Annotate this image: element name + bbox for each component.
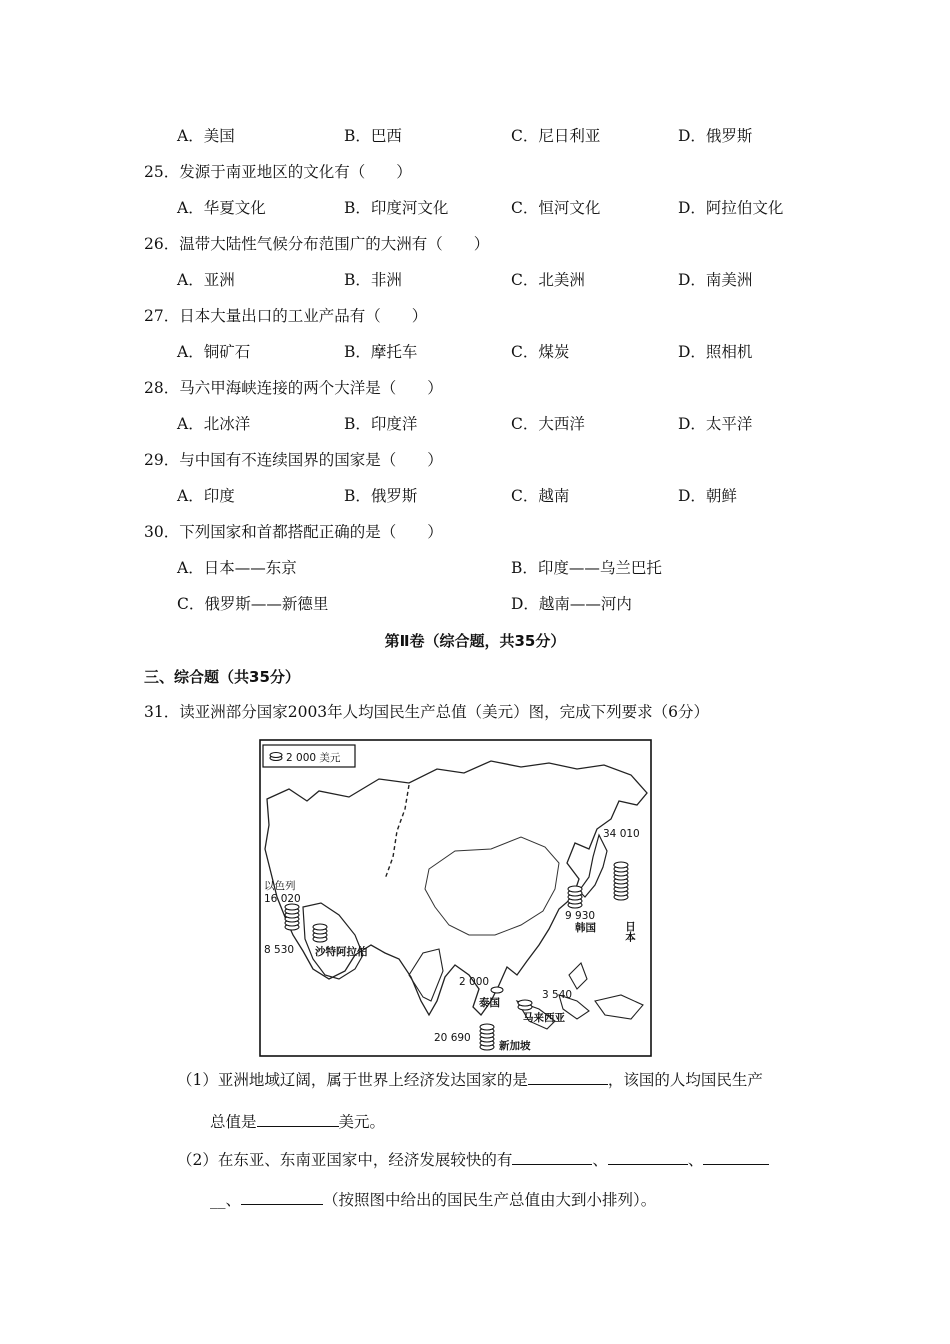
q27-option-a: A．铜矿石 [177,343,251,361]
q31-sub2-blank-3[interactable] [703,1148,769,1165]
q31-sub2-line2 [210,1188,656,1211]
saudi-value: 8 530 [264,944,295,956]
thailand-name: 泰国 [479,997,500,1009]
q31-sub1-blank-country[interactable] [528,1068,608,1085]
q30-option-c: C．俄罗斯——新德里 [177,595,329,613]
q29-option-c: C．越南 [511,487,570,505]
singapore-value: 20 690 [434,1032,471,1044]
q28-option-d: D．太平洋 [678,415,753,433]
q25-stem: 25．发源于南亚地区的文化有（ ） [144,163,412,181]
q31-sub2-sep-1: 、 [592,1151,608,1169]
saudi-coin-stack [313,924,327,942]
malaysia-name: 马来西亚 [523,1012,565,1024]
q31-sub1-text-c: 总值是 [210,1113,257,1131]
q26-stem: 26．温带大陆性气候分布范围广的大洲有（ ） [144,235,490,253]
asia-gnp-map [259,739,652,1057]
singapore-coin-stack [480,1024,494,1050]
israel-name: 以色列 [264,880,296,892]
q31-sub1-line1 [177,1068,763,1091]
q31-sub1-text-b: ，该国的人均国民生产 [607,1071,763,1089]
thailand-value: 2 000 [459,976,490,988]
korea-value: 9 930 [565,910,596,922]
malaysia-value: 3 540 [542,989,573,1001]
q27-option-b: B．摩托车 [344,343,418,361]
q25-option-d: D．阿拉伯文化 [678,199,784,217]
q27-option-c: C．煤炭 [511,343,570,361]
q27-option-d: D．照相机 [678,343,753,361]
israel-coin-stack [285,904,299,930]
q30-stem: 30．下列国家和首都搭配正确的是（ ） [144,523,443,541]
q29-option-d: D．朝鲜 [678,487,737,505]
volume2-title: 第Ⅱ卷（综合题，共35分） [384,632,566,650]
q31-sub1-text-d: 美元。 [338,1113,386,1131]
q26-option-d: D．南美洲 [678,271,753,289]
korea-name: 韩国 [575,922,596,934]
q26-option-a: A．亚洲 [177,271,235,289]
japan-coin-stack [614,862,628,900]
saudi-name: 沙特阿拉伯 [315,946,368,958]
q26-option-b: B．非洲 [344,271,402,289]
q31-sub2-blank-2[interactable] [608,1148,688,1165]
q31-sub2-text-e: __、 [210,1191,242,1209]
q31-sub2-text-f: （按照图中给出的国民生产总值由大到小排列）。 [323,1191,657,1209]
q24-option-c: C．尼日利亚 [511,127,601,145]
section3-title: 三、综合题（共35分） [144,668,300,686]
thailand-coin-stack [491,987,503,993]
q31-sub1-text-a: （1）亚洲地域辽阔，属于世界上经济发达国家的是 [177,1071,528,1089]
q29-option-b: B．俄罗斯 [344,487,418,505]
q31-sub1-line2 [210,1110,385,1133]
q28-option-c: C．大西洋 [511,415,585,433]
q24-option-a: A．美国 [177,127,235,145]
q28-stem: 28．马六甲海峡连接的两个大洋是（ ） [144,379,443,397]
q31-sub2-line1 [177,1148,769,1171]
q29-option-a: A．印度 [177,487,235,505]
q31-sub2-blank-4[interactable] [241,1188,323,1205]
q31-sub1-blank-value[interactable] [257,1110,339,1127]
q31-sub2-sep-2: 、 [687,1151,704,1169]
q25-option-b: B．印度河文化 [344,199,449,217]
singapore-name: 新加坡 [499,1040,531,1052]
japan-name: 日本 [624,921,636,942]
japan-value: 34 010 [603,828,640,840]
q29-stem: 29．与中国有不连续国界的国家是（ ） [144,451,443,469]
map-frame [260,740,651,1056]
legend-label: 2 000 美元 [286,752,341,764]
q28-option-a: A．北冰洋 [177,415,251,433]
q25-option-a: A．华夏文化 [177,199,266,217]
israel-value: 16 020 [264,893,301,905]
q31-sub2-blank-1[interactable] [512,1148,592,1165]
korea-coin-stack [568,886,582,908]
q24-option-d: D．俄罗斯 [678,127,753,145]
q25-option-c: C．恒河文化 [511,199,601,217]
q31-sub2-text-a: （2）在东亚、东南亚国家中，经济发展较快的有 [177,1151,513,1169]
q30-option-a: A．日本——东京 [177,559,297,577]
q27-stem: 27．日本大量出口的工业产品有（ ） [144,307,428,325]
q31-stem: 31．读亚洲部分国家2003年人均国民生产总值（美元）图，完成下列要求（6分） [144,703,710,721]
q28-option-b: B．印度洋 [344,415,418,433]
q30-option-d: D．越南——河内 [511,595,632,613]
legend-coin-icon [270,753,282,761]
q24-option-b: B．巴西 [344,127,402,145]
malaysia-coin-stack [518,1000,532,1010]
q26-option-c: C．北美洲 [511,271,585,289]
q30-option-b: B．印度——乌兰巴托 [511,559,662,577]
